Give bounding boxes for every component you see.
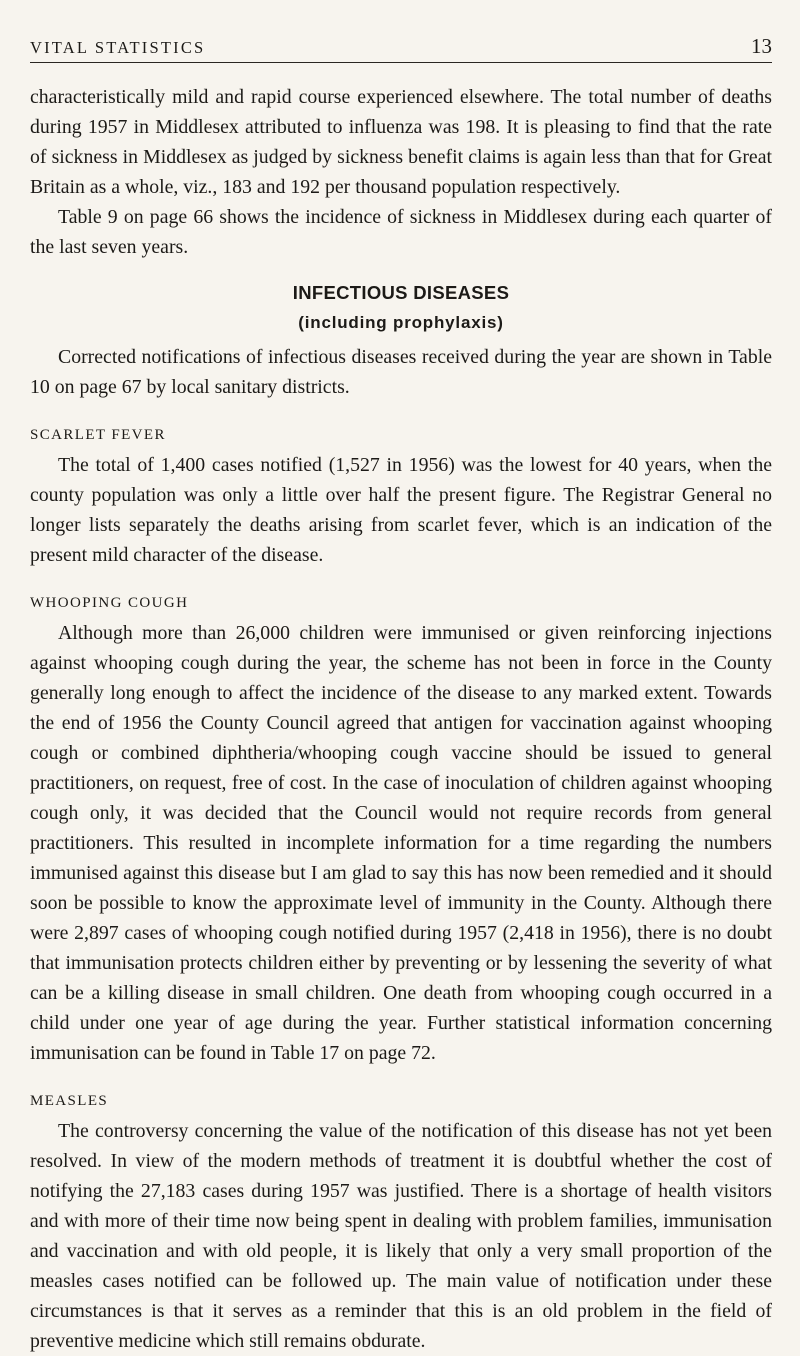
section-heading-infectious-diseases: INFECTIOUS DISEASES	[292, 282, 510, 303]
subsection-heading-measles: MEASLES	[30, 1093, 109, 1109]
paragraph-scarlet-fever: The total of 1,400 cases notified (1,527 in 1956) was the lowest for 40 years, when the county population was only a little over half the present figure. The Registrar General no longer lists separately the deaths arising from scarlet fever, which is an indication of the present mild character of the disease.	[30, 454, 772, 566]
running-head-title: VITAL STATISTICS	[30, 38, 206, 57]
paragraph-influenza: characteristically mild and rapid course experienced elsewhere. The total number of deaths during 1957 in Middlesex attributed to influenza was 198. It is pleasing to find that the rate of sickness in Middlesex as judged by sickness benefit claims is again less than that for Great Britain as a whole, viz., 183 and 192 per thousand population respectively.	[30, 86, 772, 198]
paragraph-notifications: Corrected notifications of infectious diseases received during the year are shown in Table 10 on page 67 by local sanitary districts.	[30, 346, 772, 398]
subsection-heading-scarlet-fever: SCARLET FEVER	[30, 427, 166, 443]
body-text	[30, 82, 772, 1356]
subsection-heading-whooping-cough: WHOOPING COUGH	[30, 595, 189, 611]
paragraph-sickness-table: Table 9 on page 66 shows the incidence of sickness in Middlesex during each quarter of the last seven years.	[30, 206, 772, 258]
paragraph-whooping-cough: Although more than 26,000 children were immunised or given reinforcing injections against whooping cough during the year, the scheme has not been in force in the County generally long enough to affect the incidence of the disease to any marked extent. Towards the end of 1956 the County Council agreed that antigen for vaccination against whooping cough or combined diphtheria/whooping cough vaccine should be issued to general practitioners, on request, free of cost. In the case of inoculation of children against whooping cough only, it was decided that the Council would not require records from general practitioners. This resulted in incomplete information for a time regarding the numbers immunised against this disease but I am glad to say this has now been remedied and it should soon be possible to know the approximate level of immunity in the County. Although there were 2,897 cases of whooping cough notified during 1957 (2,418 in 1956), there is no doubt that immunisation protects children either by preventing or by lessening the severity of what can be a killing disease in small children. One death from whooping cough occurred in a child under one year of age during the year. Further statistical information concerning immunisation can be found in Table 17 on page 72.	[30, 622, 772, 1064]
page-number: 13	[751, 34, 772, 58]
paragraph-measles: The controversy concerning the value of the notification of this disease has not yet been resolved. In view of the modern methods of treatment it is doubtful whether the cost of notifying the 27,183 cases during 1957 was justified. There is a shortage of health visitors and with more of their time now being spent in dealing with problem families, immunisation and vaccination and with old people, it is likely that only a very small proportion of the measles cases notified can be followed up. The main value of notification under these circumstances is that it serves as a reminder that this is an old problem in the field of preventive medicine which still remains obdurate.	[30, 1120, 772, 1352]
section-subheading-prophylaxis: (including prophylaxis)	[298, 313, 504, 332]
running-head	[30, 34, 772, 63]
